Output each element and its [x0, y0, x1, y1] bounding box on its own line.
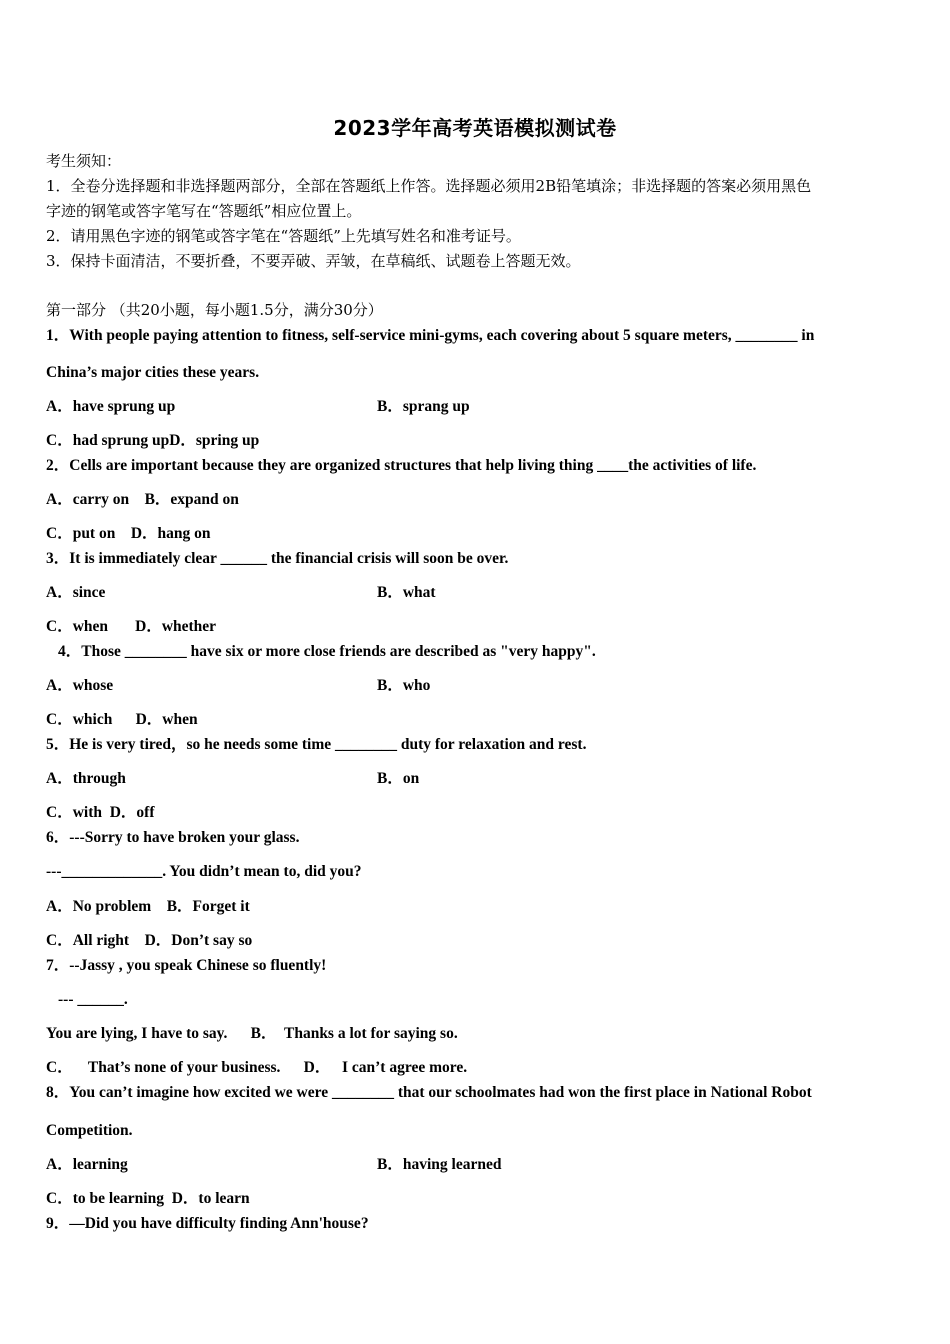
question-6-options-ab: A．No problem B．Forget it — [46, 898, 250, 915]
question-3-option-b: B．what — [377, 584, 436, 601]
question-8-stem-cont: Competition. — [46, 1122, 133, 1139]
notice-item-2: 2．请用黑色字迹的钢笔或答字笔在“答题纸”上先填写姓名和准考证号。 — [46, 227, 521, 245]
question-6-reply: ---_____________. You didn’t mean to, did you? — [46, 863, 362, 880]
question-2-options-cd: C．put on D．hang on — [46, 525, 211, 542]
question-1-option-a: A．have sprung up — [46, 398, 176, 415]
question-7-stem: 7．--Jassy , you speak Chinese so fluently! — [46, 957, 327, 974]
question-2-options-ab: A．carry on B．expand on — [46, 491, 239, 508]
question-4-option-a: A．whose — [46, 677, 114, 694]
question-6-options-cd: C．All right D．Don’t say so — [46, 932, 253, 949]
question-7-options-ab: You are lying, I have to say. B． Thanks a lot for saying so. — [46, 1025, 458, 1042]
notice-heading: 考生须知： — [46, 152, 122, 170]
question-8-option-a: A．learning — [46, 1156, 128, 1173]
question-1-stem-cont: China’s major cities these years. — [46, 364, 260, 381]
question-4-stem: 4．Those ________ have six or more close friends are described as "very happy". — [58, 643, 596, 660]
question-5-stem: 5．He is very tired，so he needs some time ________ duty for relaxation and rest. — [46, 736, 587, 753]
question-6-stem: 6．---Sorry to have broken your glass. — [46, 829, 300, 846]
question-9-stem: 9．—Did you have difficulty finding Ann'house? — [46, 1215, 369, 1232]
page-title: 2023学年高考英语模拟测试卷 — [333, 116, 617, 140]
question-5-options-cd: C．with D．off — [46, 804, 155, 821]
question-8-stem: 8．You can’t imagine how excited we were ________ that our schoolmates had won the first place in National Robot — [46, 1084, 812, 1101]
question-3-stem: 3．It is immediately clear ______ the financial crisis will soon be over. — [46, 550, 509, 567]
question-3-option-a: A．since — [46, 584, 106, 601]
notice-item-1b: 字迹的钢笔或答字笔写在“答题纸”相应位置上。 — [46, 202, 362, 220]
notice-item-3: 3．保持卡面清洁，不要折叠，不要弄破、弄皱，在草稿纸、试题卷上答题无效。 — [46, 252, 581, 270]
question-7-options-cd: C． That’s none of your business. D． I can’t agree more. — [46, 1059, 468, 1076]
question-1-stem: 1．With people paying attention to fitness, self-service mini-gyms, each covering about 5 square meters, ________ in — [46, 327, 815, 344]
question-4-options-cd: C．which D．when — [46, 711, 198, 728]
question-5-option-a: A．through — [46, 770, 126, 787]
notice-item-1a: 1．全卷分选择题和非选择题两部分，全部在答题纸上作答。选择题必须用2B铅笔填涂；非选择题的答案必须用黑色 — [46, 177, 812, 195]
question-7-reply: --- ______. — [58, 991, 128, 1008]
section-heading: 第一部分 （共20小题，每小题1.5分，满分30分） — [46, 301, 383, 319]
question-3-options-cd: C．when D．whether — [46, 618, 217, 635]
question-2-stem: 2．Cells are important because they are organized structures that help living thing ____the activities of life. — [46, 457, 757, 474]
question-4-option-b: B．who — [377, 677, 431, 694]
question-1-options-cd: C．had sprung upD．spring up — [46, 432, 260, 449]
question-8-options-cd: C．to be learning D．to learn — [46, 1190, 250, 1207]
question-1-option-b: B．sprang up — [377, 398, 470, 415]
question-5-option-b: B．on — [377, 770, 420, 787]
question-8-option-b: B．having learned — [377, 1156, 502, 1173]
